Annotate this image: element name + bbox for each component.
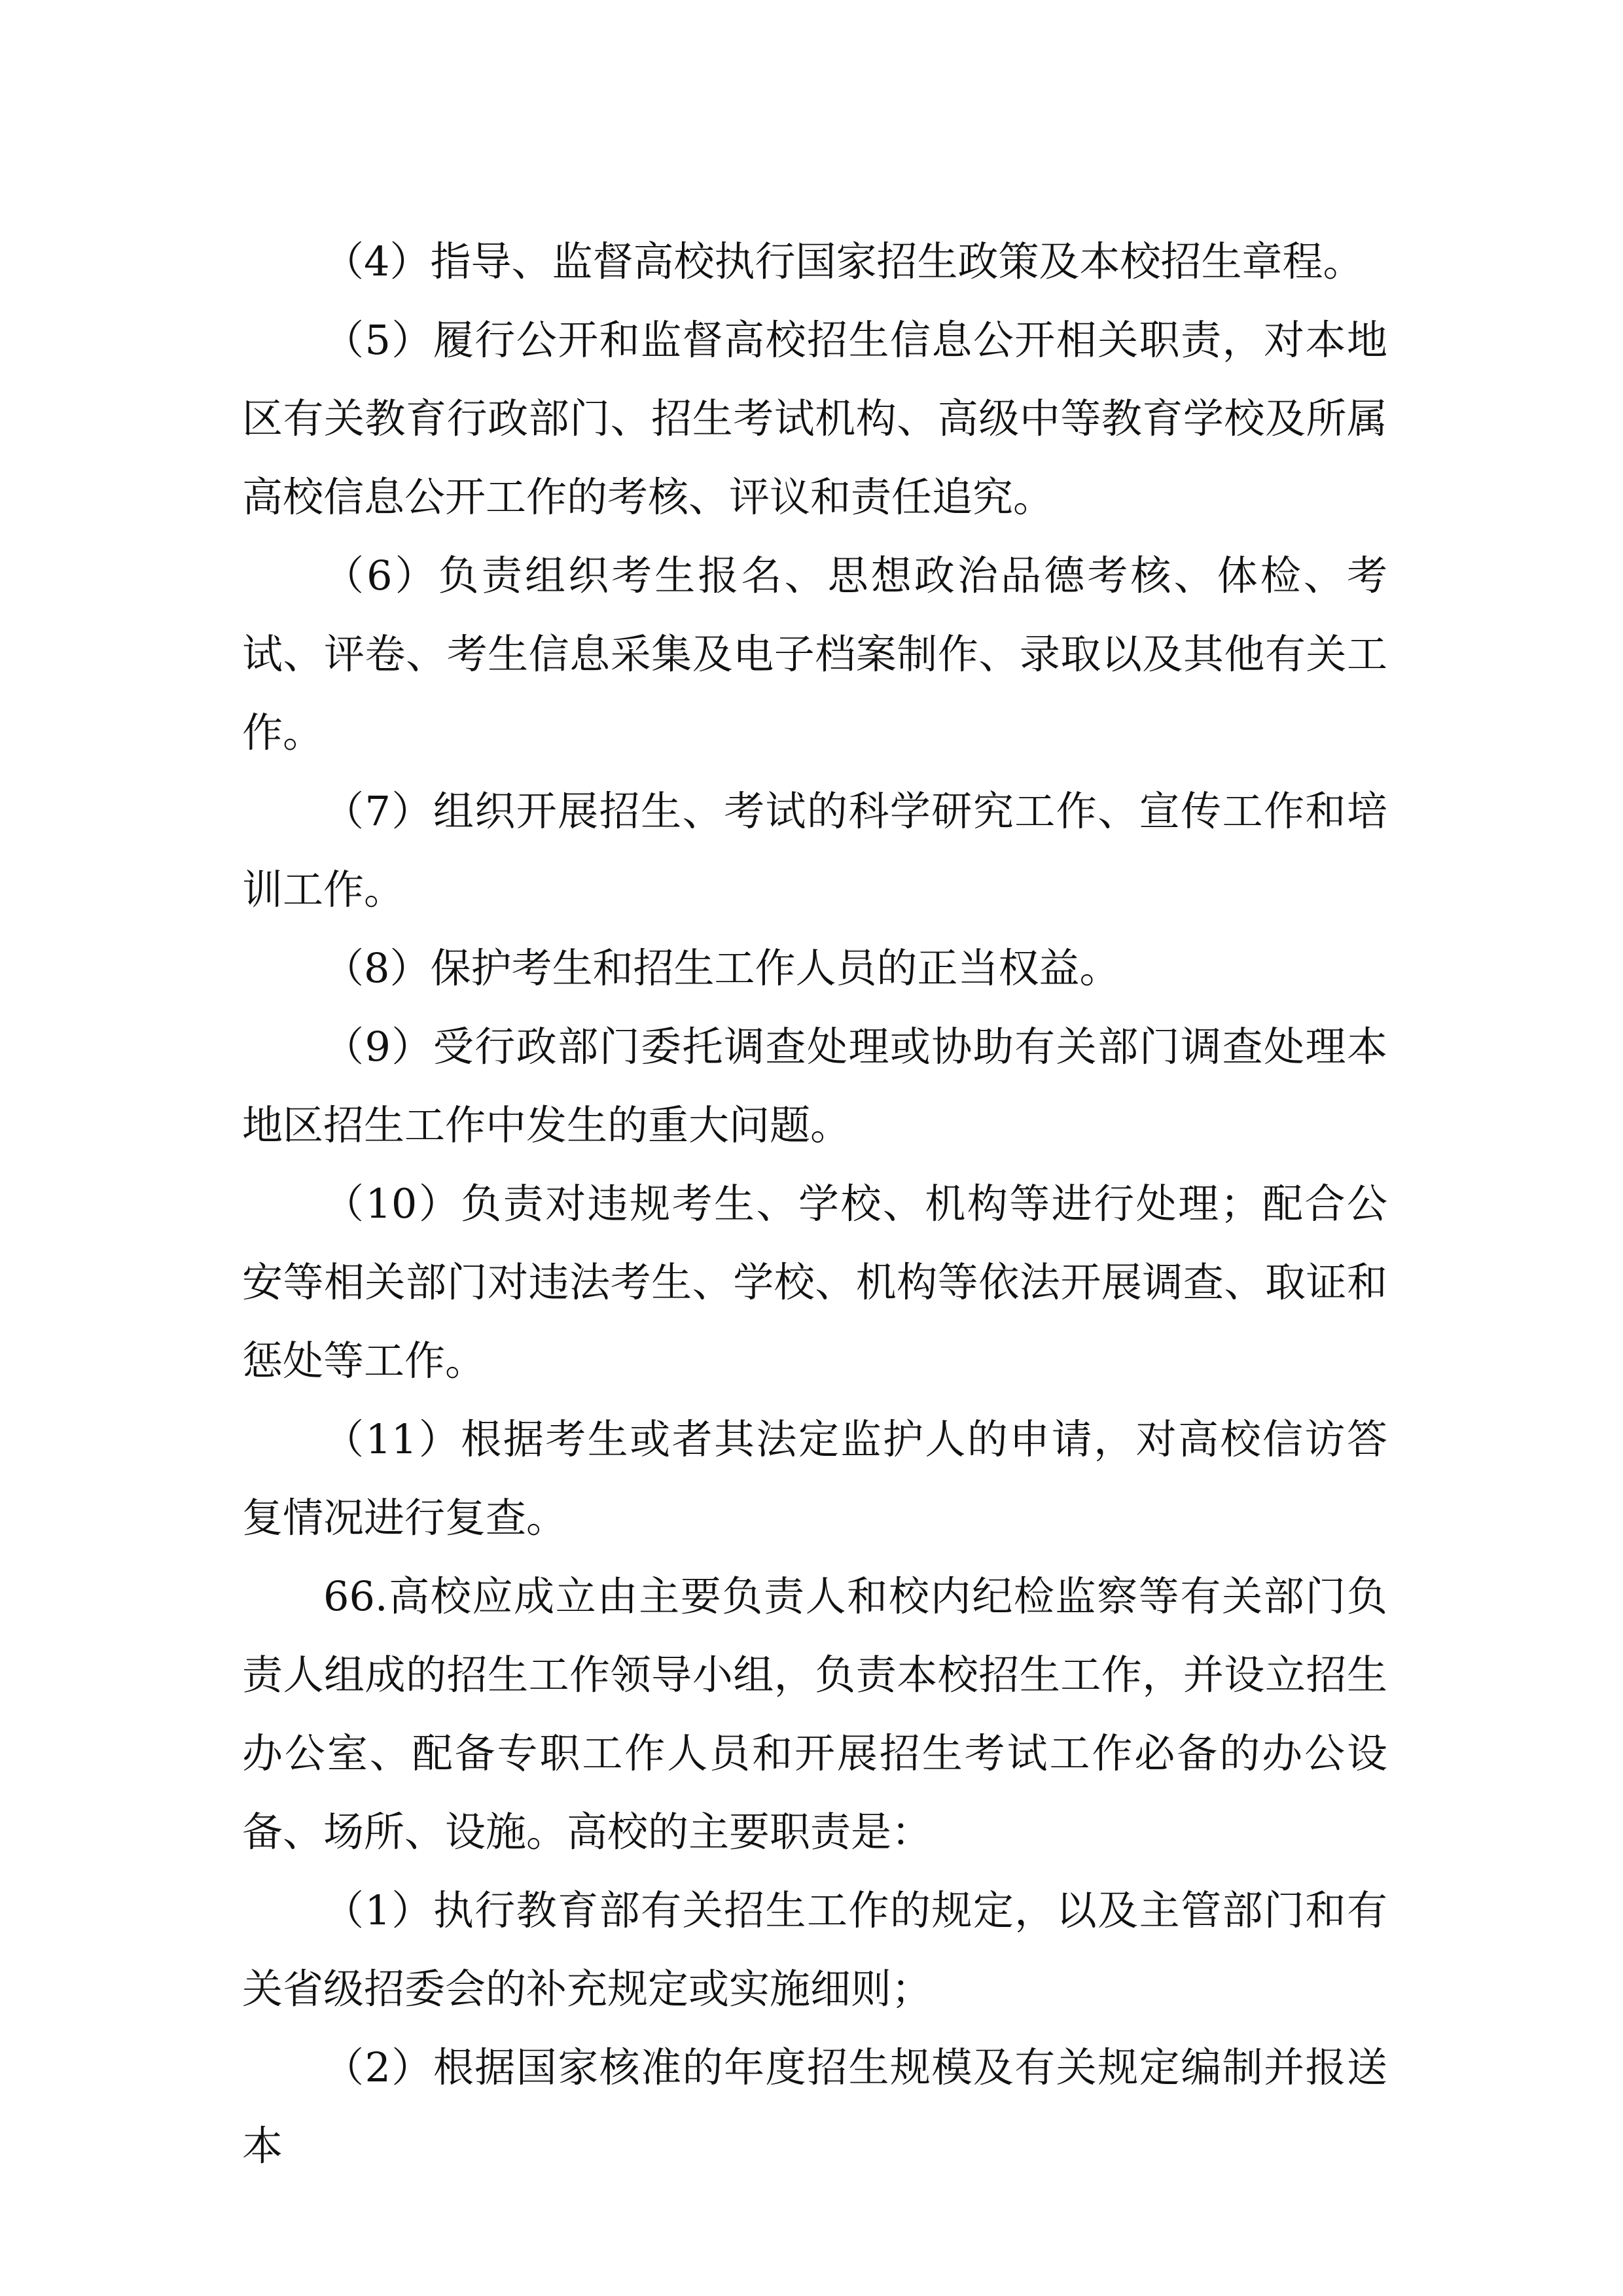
paragraph-item-11: （11）根据考生或者其法定监护人的申请，对高校信访答复情况进行复查。 <box>242 1415 1387 1542</box>
paragraph-item-5: （5）履行公开和监督高校招生信息公开相关职责，对本地区有关教育行政部门、招生考试机构、高级中等教育学校及所属高校信息公开工作的考核、评议和责任追究。 <box>242 316 1387 521</box>
paragraph-item-7: （7）组织开展招生、考试的科学研究工作、宣传工作和培训工作。 <box>242 787 1387 913</box>
paragraph-item-9: （9）受行政部门委托调查处理或协助有关部门调查处理本地区招生工作中发生的重大问题。 <box>242 1023 1387 1149</box>
paragraph-duty-1: （1）执行教育部有关招生工作的规定，以及主管部门和有关省级招委会的补充规定或实施细则； <box>242 1886 1387 2013</box>
paragraph-duty-2: （2）根据国家核准的年度招生规模及有关规定编制并报送本 <box>242 2043 1387 2170</box>
paragraph-article-66: 66.高校应成立由主要负责人和校内纪检监察等有关部门负责人组成的招生工作领导小组，负责本校招生工作，并设立招生办公室、配备专职工作人员和开展招生考试工作必备的办公设备、场所、设施。高校的主要职责是： <box>242 1572 1387 1856</box>
paragraph-item-6: （6）负责组织考生报名、思想政治品德考核、体检、考试、评卷、考生信息采集及电子档案制作、录取以及其他有关工作。 <box>242 552 1387 756</box>
document-page <box>242 222 1387 2185</box>
paragraph-item-10: （10）负责对违规考生、学校、机构等进行处理；配合公安等相关部门对违法考生、学校、机构等依法开展调查、取证和惩处等工作。 <box>242 1180 1387 1385</box>
paragraph-item-8: （8）保护考生和招生工作人员的正当权益。 <box>323 944 1120 992</box>
paragraph-item-4: （4）指导、监督高校执行国家招生政策及本校招生章程。 <box>323 238 1364 285</box>
